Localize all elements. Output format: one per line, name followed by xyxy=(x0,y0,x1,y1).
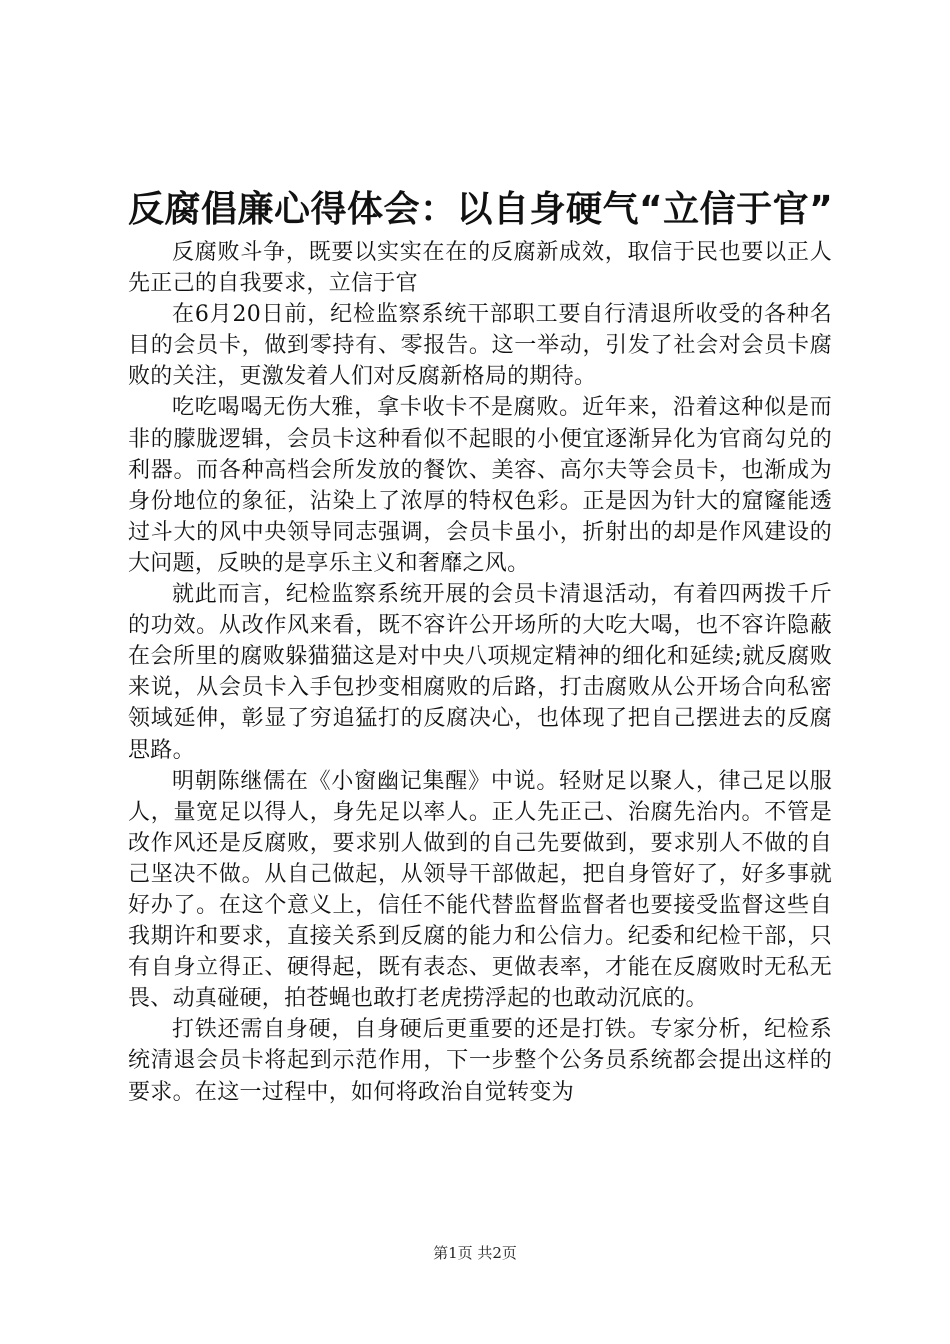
paragraph-2: 在6月20日前，纪检监察系统干部职工要自行清退所收受的各种名目的会员卡，做到零持有、零报告。这一举动，引发了社会对会员卡腐败的关注，更激发着人们对反腐新格局的期待。 xyxy=(128,302,832,390)
document-body xyxy=(128,237,832,1108)
paragraph-4: 就此而言，纪检监察系统开展的会员卡清退活动，有着四两拨千斤的功效。从改作风来看，既不容许公开场所的大吃大喝，也不容许隐蔽在会所里的腐败躲猫猫这是对中央八项规定精神的细化和延续;就反腐败来说，从会员卡入手包抄变相腐败的后路，打击腐败从公开场合向私密领域延伸，彰显了穷追猛打的反腐决心，也体现了把自己摆进去的反腐思路。 xyxy=(128,582,832,763)
document-title: 反腐倡廉心得体会：以自身硬气“立信于官” xyxy=(128,189,834,230)
paragraph-5: 明朝陈继儒在《小窗幽记集醒》中说。轻财足以聚人，律己足以服人，量宽足以得人，身先足以率人。正人先正己、治腐先治内。不管是改作风还是反腐败，要求别人做到的自己先要做到，要求别人不做的自己坚决不做。从自己做起，从领导干部做起，把自身管好了，好多事就好办了。在这个意义上，信任不能代替监督监督者也要接受监督这些自我期许和要求，直接关系到反腐的能力和公信力。纪委和纪检干部，只有自身立得正、硬得起，既有表态、更做表率，才能在反腐败时无私无畏、动真碰硬，拍苍蝇也敢打老虎捞浮起的也敢动沉底的。 xyxy=(128,768,832,1012)
paragraph-3: 吃吃喝喝无伤大雅，拿卡收卡不是腐败。近年来，沿着这种似是而非的朦胧逻辑，会员卡这种看似不起眼的小便宜逐渐异化为官商勾兑的利器。而各种高档会所发放的餐饮、美容、高尔夫等会员卡，也渐成为身份地位的象征，沾染上了浓厚的特权色彩。正是因为针大的窟窿能透过斗大的风中央领导同志强调，会员卡虽小，折射出的却是作风建设的大问题，反映的是享乐主义和奢靡之风。 xyxy=(128,395,832,576)
paragraph-6: 打铁还需自身硬，自身硬后更重要的还是打铁。专家分析，纪检系统清退会员卡将起到示范作用，下一步整个公务员系统都会提出这样的要求。在这一过程中，如何将政治自觉转变为 xyxy=(128,1017,832,1105)
paragraph-1: 反腐败斗争，既要以实实在在的反腐新成效，取信于民也要以正人先正己的自我要求，立信于官 xyxy=(128,240,832,297)
page-number-footer: 第1页 共2页 xyxy=(433,1244,517,1262)
